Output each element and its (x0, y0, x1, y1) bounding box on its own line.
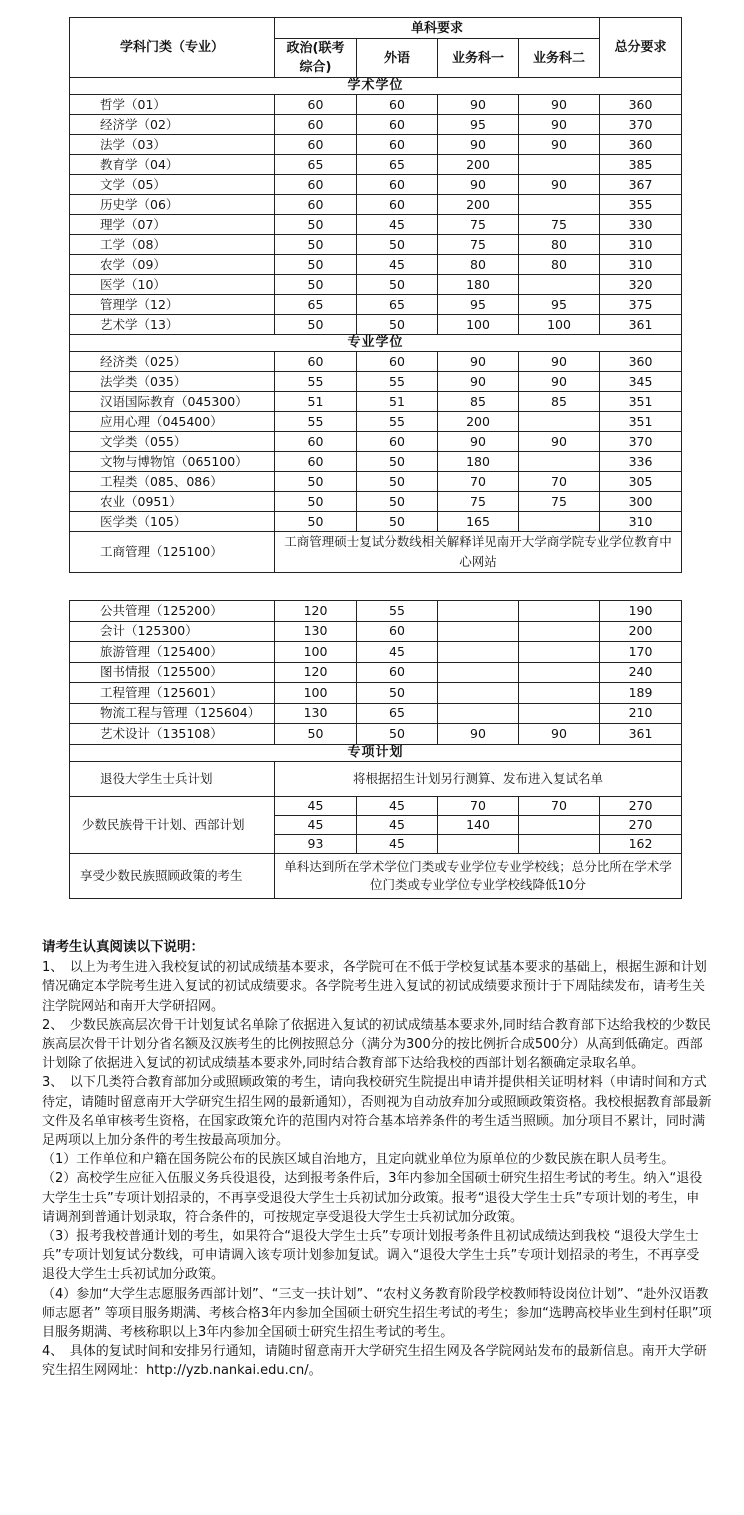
col-header-foreign: 外语 (357, 39, 438, 78)
score-cell: 75 (519, 215, 600, 235)
score-cell: 65 (357, 155, 438, 175)
discipline-name: 历史学（06） (70, 195, 275, 215)
score-cell: 95 (519, 295, 600, 315)
discipline-name: 理学（07） (70, 215, 275, 235)
score-cell (519, 512, 600, 532)
score-cell: 70 (519, 472, 600, 492)
score-cell: 351 (600, 412, 682, 432)
discipline-name: 法学类（035） (70, 372, 275, 392)
discipline-name: 文学（05） (70, 175, 275, 195)
score-cell: 75 (438, 215, 519, 235)
section-title-special: 专项计划 (70, 744, 682, 761)
discipline-name: 管理学（12） (70, 295, 275, 315)
table-row (70, 761, 682, 796)
score-cell: 60 (275, 195, 357, 215)
score-cell: 90 (438, 724, 519, 745)
discipline-name: 公共管理（125200） (70, 601, 275, 622)
discipline-name: 医学（10） (70, 275, 275, 295)
table-row (70, 175, 682, 195)
score-cell: 60 (275, 95, 357, 115)
score-cell: 55 (275, 412, 357, 432)
score-cell: 93 (275, 834, 357, 853)
discipline-name: 工学（08） (70, 235, 275, 255)
col-header-discipline: 学科门类（专业） (70, 18, 275, 78)
score-cell: 50 (357, 275, 438, 295)
score-cell: 80 (438, 255, 519, 275)
section-row (70, 744, 682, 761)
discipline-name: 艺术学（13） (70, 315, 275, 335)
score-cell: 90 (438, 352, 519, 372)
score-cell: 45 (357, 834, 438, 853)
score-cell: 130 (275, 621, 357, 642)
score-cell: 90 (519, 115, 600, 135)
score-cell: 50 (357, 315, 438, 335)
discipline-name: 文学类（055） (70, 432, 275, 452)
score-cell: 60 (357, 135, 438, 155)
score-cell: 75 (438, 235, 519, 255)
score-cell: 60 (357, 175, 438, 195)
note-paragraph: （4）参加“大学生志愿服务西部计划”、“三支一扶计划”、“农村义务教育阶段学校教师特设岗位计划”、“赴外汉语教师志愿者” 等项目服务期满、考核合格3年内参加全国硕士研究生招生考试的考生；参加“选聘高校毕业生到村任职”项目服务期满、考核称职以上3年内参加全国硕士研究生招生考试的考生。 (42, 1286, 712, 1341)
score-cell: 75 (519, 492, 600, 512)
score-cell (519, 155, 600, 175)
discipline-name: 图书情报（125500） (70, 662, 275, 683)
score-cell: 270 (600, 796, 682, 815)
score-cell: 60 (357, 195, 438, 215)
score-cell: 95 (438, 295, 519, 315)
score-cell: 55 (357, 412, 438, 432)
table-row (70, 392, 682, 412)
score-cell: 65 (357, 295, 438, 315)
table-row (70, 135, 682, 155)
score-cell: 361 (600, 724, 682, 745)
table-row (70, 492, 682, 512)
score-cell: 90 (519, 175, 600, 195)
score-cell: 370 (600, 432, 682, 452)
score-cell: 300 (600, 492, 682, 512)
score-cell: 90 (519, 95, 600, 115)
table-row (70, 95, 682, 115)
discipline-name: 文物与博物馆（065100） (70, 452, 275, 472)
discipline-name: 教育学（04） (70, 155, 275, 175)
section-row (70, 78, 682, 95)
table-row (70, 432, 682, 452)
table-row (70, 315, 682, 335)
note-paragraph: （3）报考我校普通计划的考生，如果符合“退役大学生士兵”专项计划报考条件且初试成绩达到我校 “退役大学生士兵”专项计划复试分数线，可申请调入该专项计划参加复试。调入“退役大学生士兵”专项计划招录的考生，不再享受退役大学生士兵初试加分政策。 (42, 1229, 700, 1283)
score-cell (438, 834, 519, 853)
score-cell: 355 (600, 195, 682, 215)
score-cell: 200 (438, 195, 519, 215)
note-paragraph: 2、 少数民族高层次骨干计划复试名单除了依据进入复试的初试成绩基本要求外,同时结合教育部下达给我校的少数民族高层次骨干计划分省名额及汉族考生的比例按照总分（满分为300分的按比例折合成500分）从高到低确定。西部计划除了依据进入复试的初试成绩基本要求外,同时结合教育部下达给我校的西部计划名额确定录取名单。 (42, 1017, 711, 1072)
score-cell (438, 621, 519, 642)
discipline-name: 工程管理（125601） (70, 683, 275, 704)
score-cell: 60 (357, 352, 438, 372)
score-cell: 90 (519, 135, 600, 155)
special-plan-name: 退役大学生士兵计划 (70, 761, 275, 796)
score-cell: 50 (275, 315, 357, 335)
table-row (70, 796, 682, 815)
score-cell: 310 (600, 512, 682, 532)
score-cell: 100 (275, 642, 357, 663)
score-cell: 170 (600, 642, 682, 663)
score-cell (519, 834, 600, 853)
score-cell: 200 (438, 412, 519, 432)
score-cell: 80 (519, 255, 600, 275)
discipline-name: 哲学（01） (70, 95, 275, 115)
table-row (70, 703, 682, 724)
score-cell: 180 (438, 275, 519, 295)
score-table-part1 (69, 17, 682, 573)
score-cell: 336 (600, 452, 682, 472)
score-cell: 50 (357, 512, 438, 532)
score-cell: 90 (519, 432, 600, 452)
note-paragraph: （2）高校学生应征入伍服义务兵役退役，达到报考条件后，3年内参加全国硕士研究生招生考试的考生。纳入“退役大学生士兵”专项计划招录的，不再享受退役大学生士兵初试加分政策。报考“退役大学生士兵”专项计划的考生，申请调剂到普通计划录取，符合条件的，可按规定享受退役大学生士兵初试加分政策。 (42, 1171, 703, 1225)
score-cell: 200 (438, 155, 519, 175)
score-cell: 50 (275, 275, 357, 295)
score-cell: 65 (275, 155, 357, 175)
score-cell: 90 (438, 432, 519, 452)
table-row (70, 372, 682, 392)
discipline-name: 经济学（02） (70, 115, 275, 135)
score-cell: 50 (357, 683, 438, 704)
score-cell (519, 815, 600, 834)
score-cell: 70 (438, 472, 519, 492)
score-cell: 240 (600, 662, 682, 683)
table-row (70, 412, 682, 432)
score-cell: 90 (438, 135, 519, 155)
score-cell: 90 (519, 724, 600, 745)
table-row (70, 352, 682, 372)
table-row (70, 472, 682, 492)
score-cell: 100 (519, 315, 600, 335)
discipline-name: 农业（0951） (70, 492, 275, 512)
score-cell: 95 (438, 115, 519, 135)
score-cell (438, 601, 519, 622)
table-row (70, 853, 682, 898)
discipline-name: 物流工程与管理（125604） (70, 703, 275, 724)
table-row (70, 155, 682, 175)
table-row (70, 255, 682, 275)
score-cell: 50 (275, 235, 357, 255)
score-cell: 50 (357, 472, 438, 492)
score-cell: 345 (600, 372, 682, 392)
score-table-part2 (69, 600, 682, 899)
score-cell (438, 683, 519, 704)
score-cell: 320 (600, 275, 682, 295)
score-cell: 45 (357, 815, 438, 834)
score-cell: 65 (357, 703, 438, 724)
discipline-name: 经济类（025） (70, 352, 275, 372)
score-cell (519, 642, 600, 663)
score-cell: 50 (275, 512, 357, 532)
score-cell: 90 (438, 175, 519, 195)
score-cell (519, 195, 600, 215)
col-header-total: 总分要求 (600, 18, 682, 78)
score-cell: 351 (600, 392, 682, 412)
score-cell: 50 (275, 492, 357, 512)
score-cell (519, 683, 600, 704)
score-cell: 189 (600, 683, 682, 704)
score-cell: 360 (600, 352, 682, 372)
score-cell (519, 275, 600, 295)
discipline-name: 应用心理（045400） (70, 412, 275, 432)
discipline-name: 艺术设计（135108） (70, 724, 275, 745)
score-cell: 65 (275, 295, 357, 315)
score-cell (438, 662, 519, 683)
score-cell: 60 (275, 115, 357, 135)
table-row (70, 235, 682, 255)
veteran-note: 将根据招生计划另行测算、发布进入复试名单 (275, 761, 682, 796)
score-cell: 45 (275, 796, 357, 815)
score-cell: 50 (357, 724, 438, 745)
col-header-politics: 政治(联考综合) (275, 39, 357, 78)
score-cell: 100 (438, 315, 519, 335)
table-row (70, 115, 682, 135)
score-cell: 50 (275, 472, 357, 492)
discipline-name: 工商管理（125100） (70, 532, 275, 573)
score-cell: 60 (357, 662, 438, 683)
discipline-name: 农学（09） (70, 255, 275, 275)
score-cell: 60 (357, 115, 438, 135)
table-row (70, 512, 682, 532)
score-cell: 60 (357, 621, 438, 642)
score-cell: 50 (357, 452, 438, 472)
score-cell: 100 (275, 683, 357, 704)
table-row (70, 452, 682, 472)
score-cell: 45 (357, 796, 438, 815)
score-cell: 200 (600, 621, 682, 642)
note-paragraph: （1）工作单位和户籍在国务院公布的民族区域自治地方，且定向就业单位为原单位的少数民族在职人员考生。 (42, 1152, 675, 1168)
score-cell: 330 (600, 215, 682, 235)
score-cell (519, 662, 600, 683)
score-cell: 270 (600, 815, 682, 834)
table-row (70, 215, 682, 235)
score-cell: 210 (600, 703, 682, 724)
score-cell: 305 (600, 472, 682, 492)
score-cell: 50 (275, 215, 357, 235)
score-cell: 130 (275, 703, 357, 724)
score-cell: 310 (600, 235, 682, 255)
score-cell: 70 (519, 796, 600, 815)
score-cell: 180 (438, 452, 519, 472)
discipline-name: 工程类（085、086） (70, 472, 275, 492)
score-cell: 85 (519, 392, 600, 412)
score-cell: 60 (275, 352, 357, 372)
score-cell: 50 (357, 235, 438, 255)
score-cell: 50 (275, 724, 357, 745)
discipline-name: 旅游管理（125400） (70, 642, 275, 663)
discipline-name: 会计（125300） (70, 621, 275, 642)
score-cell: 60 (275, 452, 357, 472)
table-row (70, 195, 682, 215)
table-row (70, 642, 682, 663)
table-row (70, 295, 682, 315)
score-cell: 90 (438, 372, 519, 392)
score-cell: 51 (275, 392, 357, 412)
col-header-subject1: 业务科一 (438, 39, 519, 78)
table-row (70, 683, 682, 704)
score-cell: 55 (357, 601, 438, 622)
table-row (70, 724, 682, 745)
score-cell: 45 (357, 642, 438, 663)
score-cell (438, 642, 519, 663)
score-cell: 367 (600, 175, 682, 195)
score-cell (519, 452, 600, 472)
score-cell: 375 (600, 295, 682, 315)
score-cell: 60 (357, 95, 438, 115)
score-cell: 165 (438, 512, 519, 532)
score-cell: 45 (275, 815, 357, 834)
score-cell: 55 (357, 372, 438, 392)
score-cell: 60 (357, 432, 438, 452)
score-cell (519, 412, 600, 432)
score-cell: 60 (275, 175, 357, 195)
score-cell: 75 (438, 492, 519, 512)
col-header-subject2: 业务科二 (519, 39, 600, 78)
business-note: 工商管理硕士复试分数线相关解释详见南开大学商学院专业学位教育中心网站 (275, 532, 682, 573)
discipline-name: 汉语国际教育（045300） (70, 392, 275, 412)
score-cell: 310 (600, 255, 682, 275)
table-row (70, 532, 682, 573)
score-cell: 190 (600, 601, 682, 622)
notes-title: 请考生认真阅读以下说明： (42, 939, 204, 955)
score-cell: 60 (275, 432, 357, 452)
score-cell (519, 703, 600, 724)
score-cell: 140 (438, 815, 519, 834)
score-cell: 370 (600, 115, 682, 135)
score-cell: 90 (519, 372, 600, 392)
score-cell: 70 (438, 796, 519, 815)
note-paragraph: 1、 以上为考生进入我校复试的初试成绩基本要求，各学院可在不低于学校复试基本要求的基础上，根据生源和计划情况确定本学院考生进入复试的初试成绩要求。各学院考生进入复试的初试成绩要求预计于下周陆续发布，请考生关注学院网站和南开大学研招网。 (42, 960, 707, 1014)
section-title-professional: 专业学位 (70, 335, 682, 352)
notes-section (42, 938, 712, 1381)
score-cell: 50 (357, 492, 438, 512)
score-cell: 90 (519, 352, 600, 372)
score-cell: 162 (600, 834, 682, 853)
score-cell: 80 (519, 235, 600, 255)
note-paragraph: 4、 具体的复试时间和安排另行通知，请随时留意南开大学研究生招生网及各学院网站发布的最新信息。南开大学研究生招生网网址：http://yzb.nankai.edu.cn/。 (42, 1344, 707, 1379)
special-plan-name: 少数民族骨干计划、西部计划 (70, 796, 275, 853)
discipline-name: 医学类（105） (70, 512, 275, 532)
special-plan-name: 享受少数民族照顾政策的考生 (70, 853, 275, 898)
policy-note: 单科达到所在学术学位门类或专业学位专业学校线；总分比所在学术学位门类或专业学位专业学校线降低10分 (275, 853, 682, 898)
score-cell (519, 621, 600, 642)
col-header-single: 单科要求 (275, 18, 600, 39)
score-cell (438, 703, 519, 724)
score-cell: 45 (357, 215, 438, 235)
table-row (70, 662, 682, 683)
score-cell: 385 (600, 155, 682, 175)
score-cell: 120 (275, 601, 357, 622)
section-title-academic: 学术学位 (70, 78, 682, 95)
discipline-name: 法学（03） (70, 135, 275, 155)
score-cell: 90 (438, 95, 519, 115)
score-cell: 51 (357, 392, 438, 412)
score-cell: 50 (275, 255, 357, 275)
table-row (70, 601, 682, 622)
score-cell: 55 (275, 372, 357, 392)
score-cell: 361 (600, 315, 682, 335)
score-cell (519, 601, 600, 622)
score-cell: 85 (438, 392, 519, 412)
table-row (70, 621, 682, 642)
note-paragraph: 3、 以下几类符合教育部加分或照顾政策的考生，请向我校研究生院提出申请并提供相关证明材料（申请时间和方式待定，请随时留意南开大学研究生招生网的最新通知），否则视为自动放弃加分或照顾政策资格。我校根据教育部最新文件及名单审核考生资格，在国家政策允许的范围内对符合基本培养条件的考生适当照顾。加分项目不累计，同时满足两项以上加分条件的考生按最高项加分。 (42, 1075, 712, 1149)
score-cell: 360 (600, 95, 682, 115)
table-row (70, 275, 682, 295)
score-cell: 60 (275, 135, 357, 155)
section-row (70, 335, 682, 352)
score-cell: 360 (600, 135, 682, 155)
score-cell: 120 (275, 662, 357, 683)
score-cell: 45 (357, 255, 438, 275)
